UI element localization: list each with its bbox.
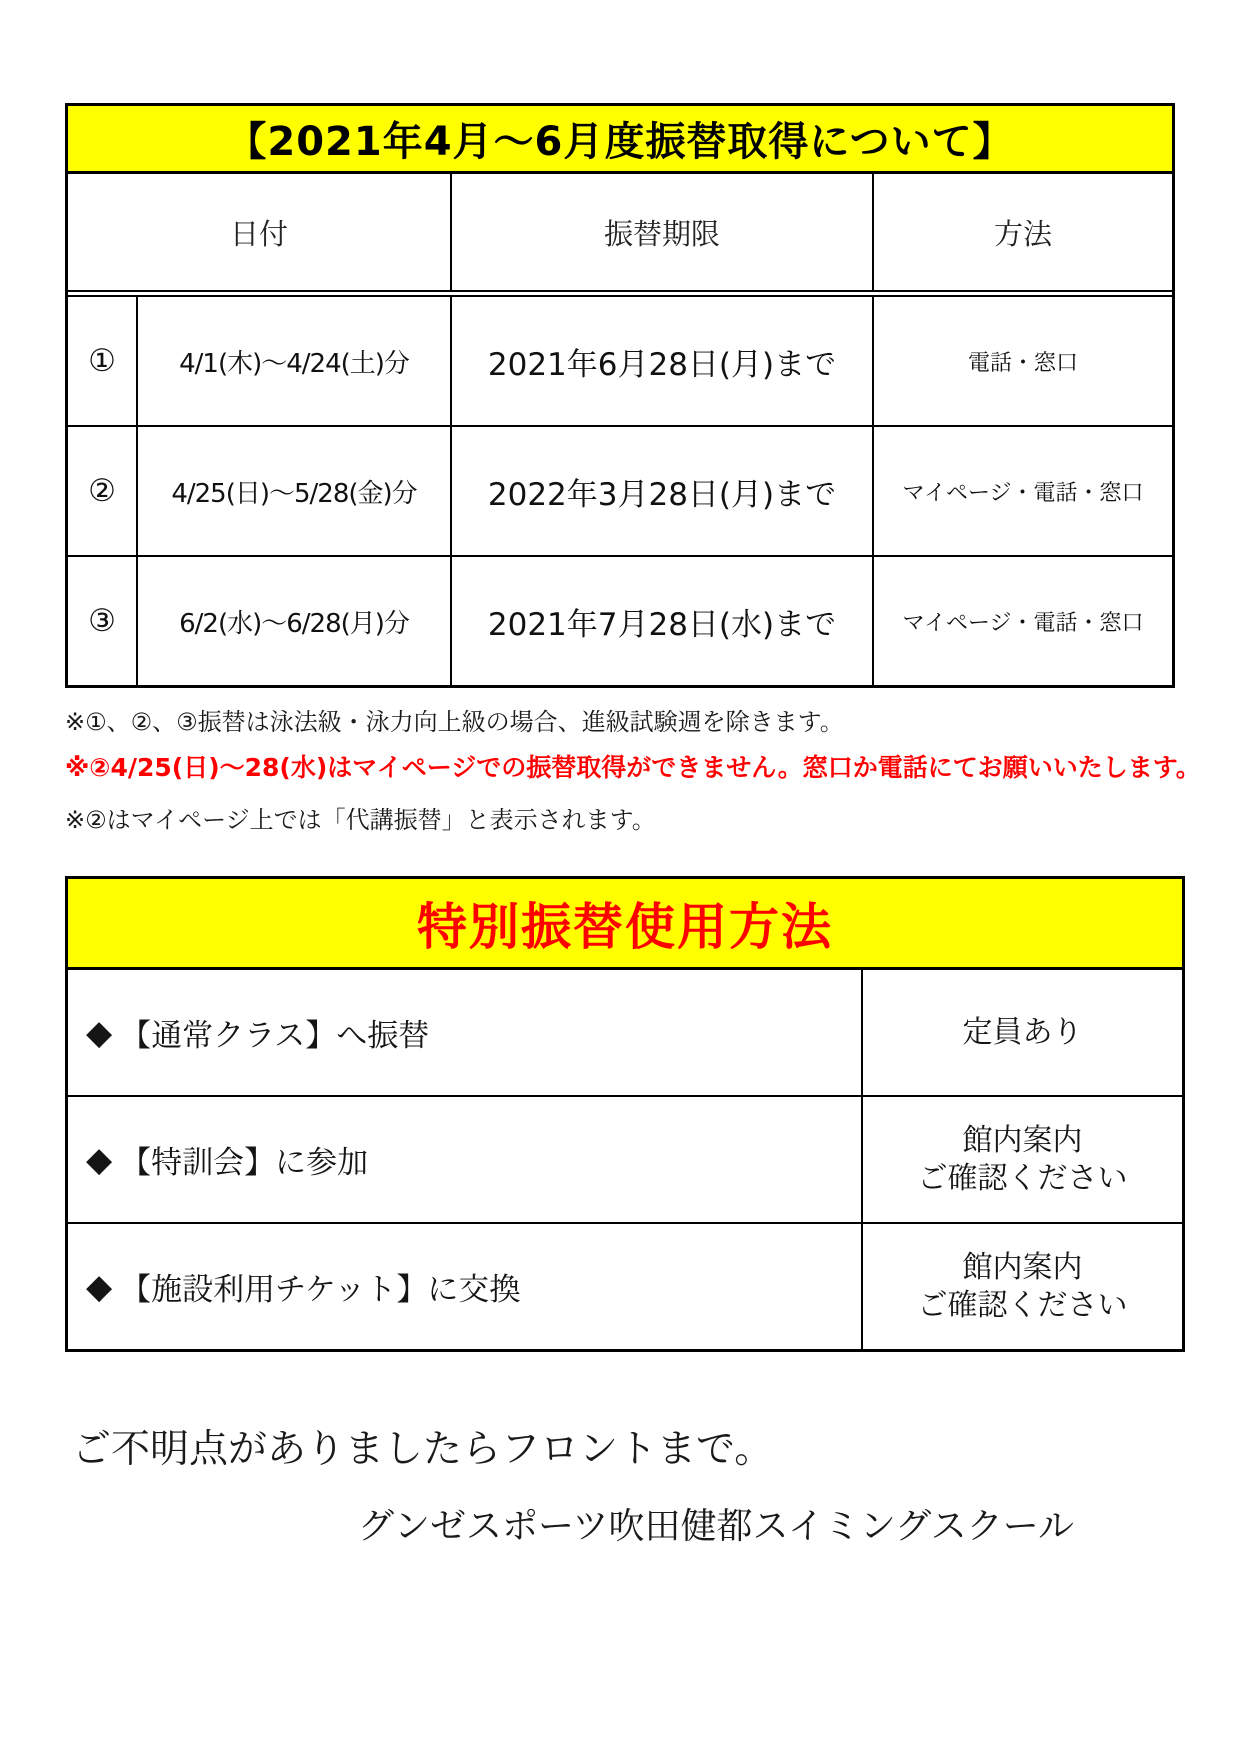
condition-line: ご確認ください	[917, 1287, 1128, 1323]
table-row	[68, 1224, 1182, 1349]
condition-line: 館内案内	[962, 1123, 1083, 1158]
table-row	[68, 297, 1172, 427]
table-row	[68, 557, 1172, 685]
schedule-table-title: 【2021年4月～6月度振替取得について】	[68, 106, 1172, 174]
row-deadline: 2021年6月28日(月)まで	[452, 297, 874, 425]
table-row	[68, 970, 1182, 1097]
row-dates: 4/25(日)～5/28(金)分	[138, 427, 452, 555]
usage-option-condition	[863, 970, 1182, 1095]
diamond-bullet-icon: ◆	[86, 1266, 113, 1307]
header-deadline: 振替期限	[452, 174, 874, 290]
usage-option-text: 【特訓会】に参加	[120, 1145, 369, 1181]
condition-line: 定員あり	[962, 1014, 1083, 1050]
condition-line: 館内案内	[962, 1250, 1083, 1285]
table-row	[68, 1097, 1182, 1224]
table-row	[68, 427, 1172, 557]
usage-option-condition	[863, 1224, 1182, 1349]
row-deadline: 2021年7月28日(水)まで	[452, 557, 874, 685]
condition-line: ご確認ください	[917, 1160, 1128, 1196]
footer-contact-text: ご不明点がありましたらフロントまで。	[72, 1427, 774, 1472]
special-usage-table	[65, 876, 1185, 1352]
row-deadline: 2022年3月28日(月)まで	[452, 427, 874, 555]
special-usage-table-title: 特別振替使用方法	[68, 879, 1182, 970]
schedule-table-header-row	[68, 174, 1172, 297]
row-number-circled: ②	[68, 427, 138, 555]
usage-option-label	[68, 970, 863, 1095]
row-method: マイページ・電話・窓口	[902, 480, 1144, 506]
header-method: 方法	[993, 216, 1052, 251]
note-exclusion: ※①、②、③振替は泳法級・泳力向上級の場合、進級試験週を除きます。	[65, 708, 844, 736]
row-method: 電話・窓口	[967, 350, 1078, 376]
note-mypage-unavailable-warning: ※②4/25(日)～28(水)はマイページでの振替取得ができません。窓口か電話にてお願いいたします。	[65, 753, 1201, 782]
usage-option-label	[68, 1224, 863, 1349]
usage-option-text: 【通常クラス】へ振替	[120, 1018, 430, 1054]
schedule-table	[65, 103, 1175, 688]
usage-option-condition	[863, 1097, 1182, 1222]
footer-school-name: グンゼスポーツ吹田健都スイミングスクール	[358, 1506, 1075, 1547]
usage-option-label	[68, 1097, 863, 1222]
header-date: 日付	[68, 174, 452, 290]
row-number-circled: ③	[68, 557, 138, 685]
usage-option-text: 【施設利用チケット】に交換	[120, 1272, 521, 1308]
row-method: マイページ・電話・窓口	[902, 610, 1144, 636]
row-dates: 6/2(水)～6/28(月)分	[138, 557, 452, 685]
diamond-bullet-icon: ◆	[86, 1012, 113, 1053]
note-mypage-display: ※②はマイページ上では「代講振替」と表示されます。	[65, 806, 656, 834]
row-number-circled: ①	[68, 297, 138, 425]
row-dates: 4/1(木)～4/24(土)分	[138, 297, 452, 425]
diamond-bullet-icon: ◆	[86, 1139, 113, 1180]
